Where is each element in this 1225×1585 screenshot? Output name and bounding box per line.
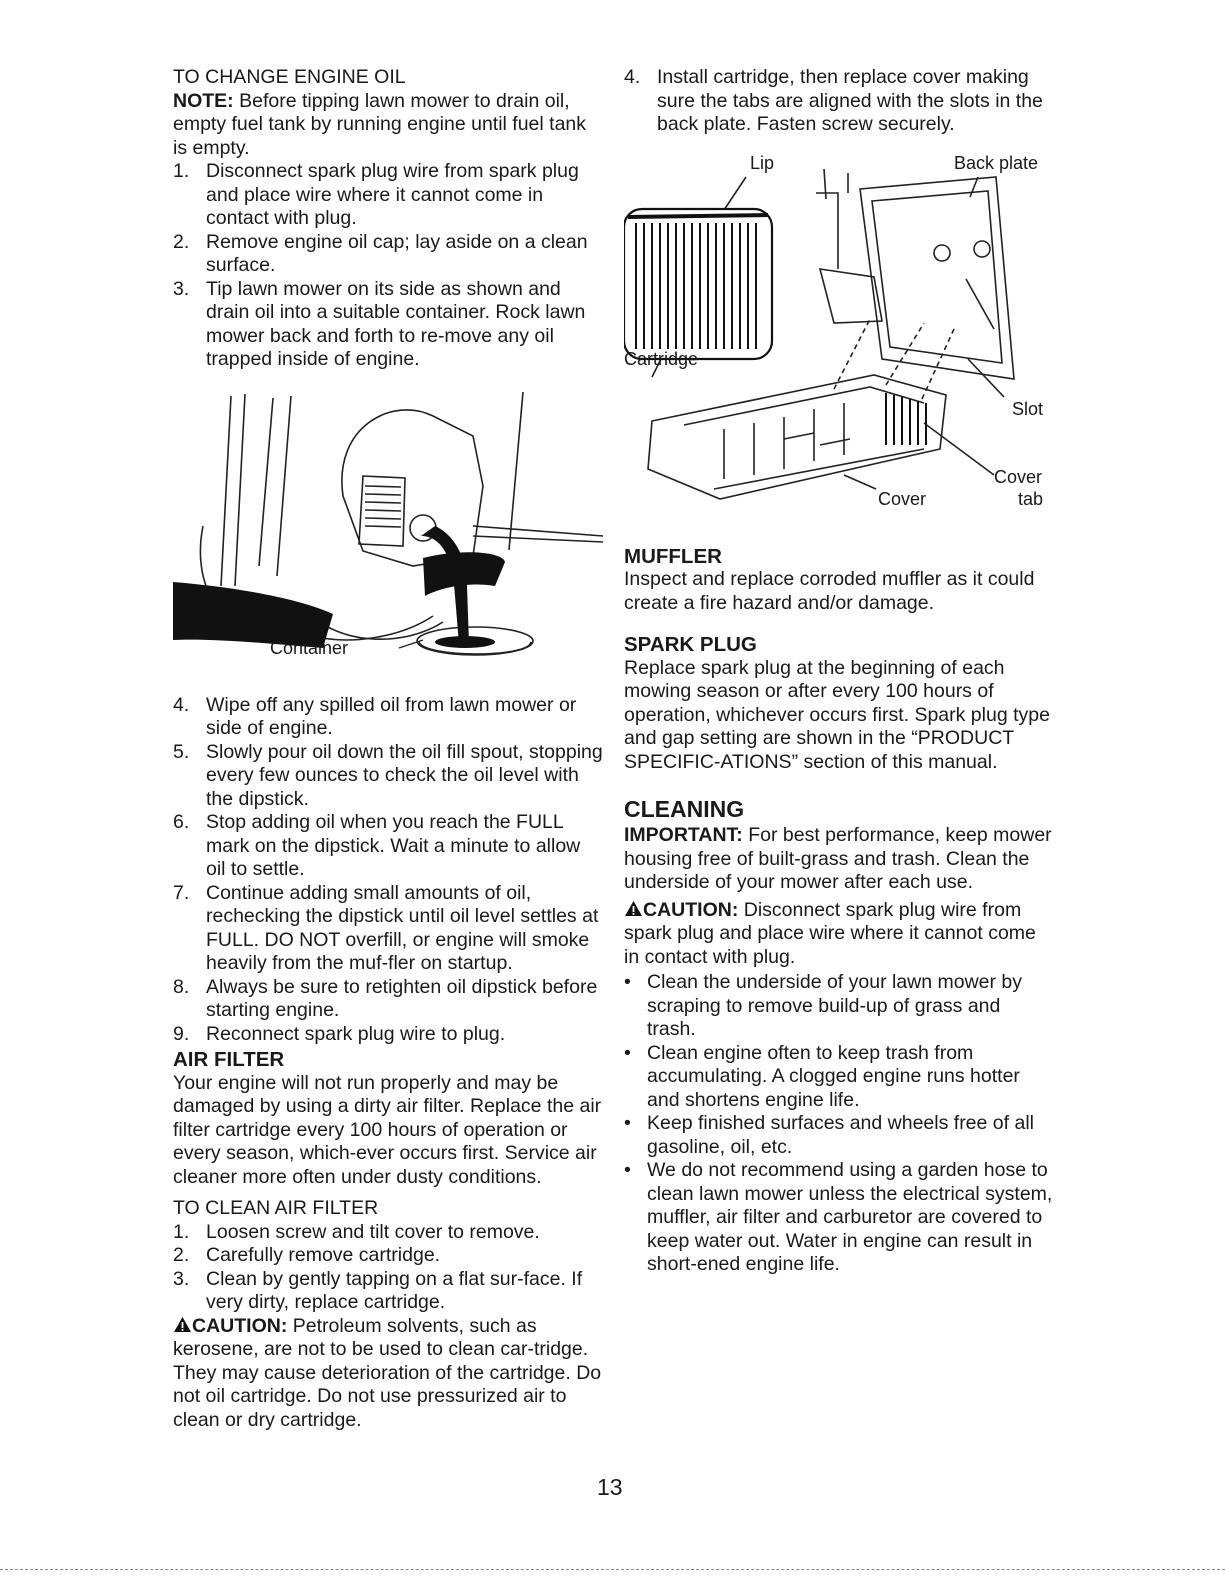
air-filter-assembly-drawing [624, 149, 1054, 539]
important-text: For best performance, keep mower housing free of built-grass and trash. Clean the underside of your mower after each use. [624, 824, 1052, 893]
bullet-text: Clean engine often to keep trash from accumulating. A clogged engine runs hotter and shortens engine life. [647, 1041, 1020, 1111]
step-text: Carefully remove cartridge. [206, 1244, 441, 1266]
step-number: 1. [173, 1220, 190, 1243]
caution-note-cleaning [624, 899, 1054, 970]
muffler-heading: MUFFLER [624, 544, 722, 568]
lip-label: Lip [750, 152, 775, 173]
bullet-text: Clean the underside of your lawn mower by scraping to remove build-up of grass and trash. [647, 971, 1023, 1040]
step-number: 8. [173, 975, 190, 998]
cartridge-label: Cartridge [624, 348, 699, 369]
list-item [173, 1268, 603, 1315]
list-item [624, 1112, 1054, 1159]
bullet-text: We do not recommend using a garden hose to clean lawn mower unless the electrical system, muffler, air filter and carburetor are covered to keep water out. Water in engine can result in short-ened engine life. [647, 1159, 1053, 1275]
caution-text: Petroleum solvents, such as kerosene, are not to be used to clean car-tridge. They may cause deterioration of the cartridge. Do not oil cartridge. Do not use pressurized air to clean or dry cartridge. [173, 1314, 602, 1431]
back-plate-label: Back plate [954, 152, 1039, 173]
oil-steps-list-a [173, 160, 603, 372]
bullet-text: Keep finished surfaces and wheels free of all gasoline, oil, etc. [647, 1112, 1034, 1158]
step-number: 3. [173, 1267, 190, 1290]
list-item [624, 1159, 1054, 1277]
bullet-dot: • [624, 971, 631, 993]
list-item [173, 694, 603, 741]
step-text: Always be sure to retighten oil dipstick before starting engine. [206, 975, 598, 1021]
cover-tab-label-line2: tab [1018, 488, 1044, 509]
cleaning-heading: CLEANING [624, 796, 745, 822]
list-item [173, 1244, 603, 1268]
list-item [624, 971, 1054, 1042]
bullet-dot: • [624, 1159, 631, 1181]
oil-note [173, 90, 603, 161]
note-label: NOTE: [173, 89, 234, 112]
note-text: Before tipping lawn mower to drain oil, empty fuel tank by running engine until fuel tank is empty. [173, 89, 587, 159]
list-item [173, 882, 603, 976]
step-text: Clean by gently tapping on a flat sur-face. If very dirty, replace cartridge. [206, 1267, 583, 1313]
step-number: 5. [173, 740, 190, 763]
important-label: IMPORTANT: [624, 824, 743, 846]
step-number: 7. [173, 881, 190, 904]
list-item [173, 811, 603, 882]
mower-tipped-drain-drawing [173, 386, 603, 678]
step-text: Remove engine oil cap; lay aside on a clean surface. [206, 230, 588, 276]
step-number: 2. [173, 1244, 190, 1266]
list-item [173, 1023, 603, 1047]
step-number: 3. [173, 277, 190, 300]
container-label: Container [270, 637, 349, 658]
air-filter-steps-list [173, 1221, 603, 1315]
list-item [173, 160, 603, 231]
step-number: 4. [173, 693, 190, 716]
list-item [173, 976, 603, 1023]
install-steps-list [624, 66, 1054, 137]
page-number: 13 [597, 1474, 623, 1500]
step-text: Disconnect spark plug wire from spark plug and place wire where it cannot come in contact with plug. [206, 160, 579, 229]
bullet-dot: • [624, 1112, 631, 1134]
air-filter-text: Your engine will not run properly and may be damaged by using a dirty air filter. Replace the air filter cartridge every 100 hours of operation or every season, which-ever occurs first. Service air cleaner more often under dusty conditions. [173, 1071, 602, 1188]
cover-tab-label-line1: Cover [994, 466, 1043, 487]
caution-label: CAUTION: [192, 1314, 288, 1337]
clean-air-filter-title: TO CLEAN AIR FILTER [173, 1197, 379, 1219]
step-text: Install cartridge, then replace cover making sure the tabs are aligned with the slots in the back plate. Fasten screw securely. [657, 66, 1043, 135]
step-text: Tip lawn mower on its side as shown and drain oil into a suitable container. Rock lawn mower back and forth to re-move any oil trapped inside of engine. [206, 277, 586, 370]
oil-drain-illustration [173, 386, 603, 678]
spark-plug-heading: SPARK PLUG [624, 633, 757, 656]
list-item [624, 66, 1054, 137]
step-number: 1. [173, 160, 190, 182]
list-item [173, 741, 603, 812]
step-text: Wipe off any spilled oil from lawn mower or side of engine. [206, 693, 577, 739]
step-number: 2. [173, 230, 190, 253]
cover-label: Cover [878, 488, 927, 509]
step-text: Stop adding oil when you reach the FULL mark on the dipstick. Wait a minute to allow oil to settle. [206, 811, 581, 880]
list-item [173, 278, 603, 372]
bottom-divider [0, 1569, 1225, 1570]
air-filter-illustration [624, 149, 1054, 539]
warning-triangle-icon [624, 900, 643, 917]
oil-steps-list-b [173, 694, 603, 1047]
important-note [624, 824, 1054, 895]
cleaning-bullet-list [624, 971, 1054, 1277]
step-text: Continue adding small amounts of oil, rechecking the dipstick until oil level settles at FULL. DO NOT overfill, or engine will smoke heavily from the muf-fler on startup. [206, 881, 599, 974]
step-text: Slowly pour oil down the oil fill spout, stopping every few ounces to check the oil level with the dipstick. [206, 740, 603, 810]
muffler-text: Inspect and replace corroded muffler as it could create a fire hazard and/or damage. [624, 568, 1035, 614]
caution-note-cartridge [173, 1315, 603, 1433]
step-number: 6. [173, 811, 190, 833]
step-number: 4. [624, 66, 641, 88]
right-column [624, 66, 1054, 1277]
caution-label: CAUTION: [643, 898, 739, 921]
left-column [173, 66, 603, 1432]
step-text: Reconnect spark plug wire to plug. [206, 1022, 506, 1045]
oil-change-title: TO CHANGE ENGINE OIL [173, 66, 406, 88]
list-item [173, 1221, 603, 1245]
step-text: Loosen screw and tilt cover to remove. [206, 1220, 540, 1243]
spark-plug-text: Replace spark plug at the beginning of each mowing season or after every 100 hours of operation, whichever occurs first. Spark plug type and gap setting are shown in the “PRODUCT SPECIFIC-ATIONS” section of this manual. [624, 656, 1050, 773]
warning-triangle-icon [173, 1316, 192, 1333]
list-item [173, 231, 603, 278]
bullet-dot: • [624, 1041, 631, 1064]
air-filter-heading: AIR FILTER [173, 1048, 285, 1071]
caution-text: Disconnect spark plug wire from spark plug and place wire where it cannot come in contact with plug. [624, 898, 1036, 968]
list-item [624, 1042, 1054, 1113]
step-number: 9. [173, 1022, 190, 1045]
slot-label: Slot [1012, 398, 1044, 419]
